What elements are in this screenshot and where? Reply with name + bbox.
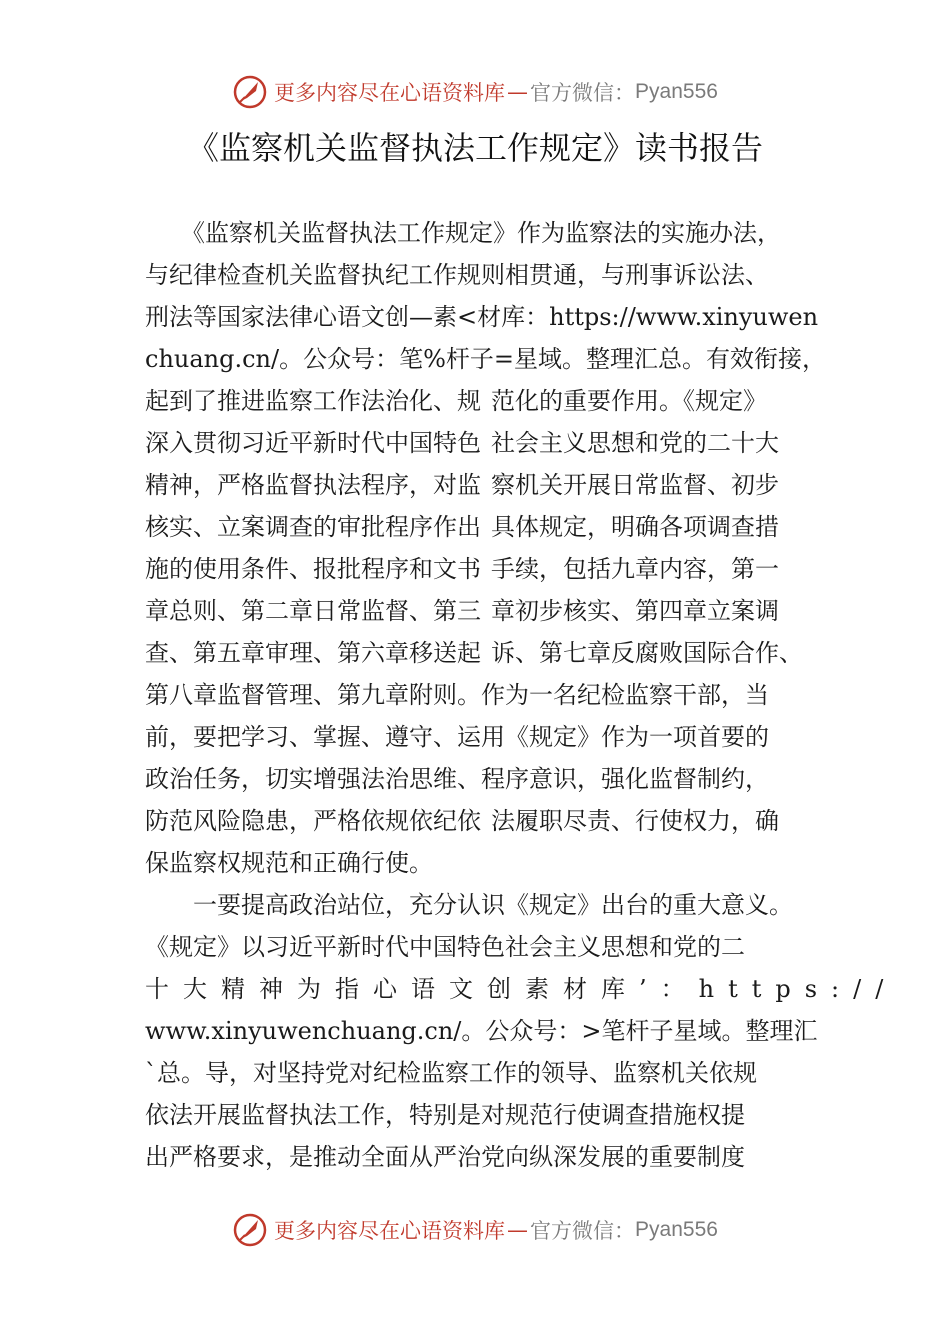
banner-separator: — xyxy=(507,1218,529,1242)
document-title: 《监察机关监督执法工作规定》读书报告 xyxy=(186,129,763,167)
quill-logo-icon xyxy=(232,74,268,110)
text-line xyxy=(145,632,835,674)
text-line: 出严格要求，是推动全面从严治党向纵深发展的重要制度 xyxy=(145,1143,745,1171)
text-line: 保监察权规范和正确行使。 xyxy=(145,849,433,877)
text-line: `总。导，对坚持党对纪检监察工作的领导、监察机关依规 xyxy=(145,1059,757,1087)
text-line: 前，要把学习、掌握、遵守、运用《规定》作为一项首要的 xyxy=(145,723,769,751)
text-line xyxy=(145,800,835,842)
text-line-left: 深入贯彻习近平新时代中国特色 xyxy=(145,429,481,457)
text-line: 《监察机关监督执法工作规定》作为监察法的实施办法， xyxy=(145,219,781,247)
text-line-left: 起到了推进监察工作法治化、规 xyxy=(145,387,481,415)
footer-banner xyxy=(0,1208,950,1252)
banner-wechat-label: 官方微信： xyxy=(530,81,636,105)
text-line-right: 具体规定，明确各项调查措 xyxy=(491,513,779,541)
text-line-right: 范化的重要作用。《规定》 xyxy=(491,387,767,415)
text-line xyxy=(145,422,835,464)
text-line-left: 查、第五章审理、第六章移送起 xyxy=(145,639,481,667)
text-line xyxy=(145,506,835,548)
text-line: 第八章监督管理、第九章附则。作为一名纪检监察干部，当 xyxy=(145,681,769,709)
text-line: 依法开展监督执法工作，特别是对规范行使调查措施权提 xyxy=(145,1101,745,1129)
text-line-left: 施的使用条件、报批程序和文书 xyxy=(145,555,481,583)
text-line: 与纪律检查机关监督执纪工作规则相贯通，与刑事诉讼法、 xyxy=(145,261,769,289)
text-line-right: 法履职尽责、行使权力，确 xyxy=(491,807,779,835)
banner-promo-text: 更多内容尽在心语资料库 xyxy=(274,1219,506,1243)
text-line-right: 章初步核实、第四章立案调 xyxy=(491,597,779,625)
banner-wechat-id: Pyan556 xyxy=(635,80,718,103)
text-line: www.xinyuwenchuang.cn/。公众号：>笔杆子星域。整理汇 xyxy=(145,1017,818,1045)
text-line-right: 诉、第七章反腐败国际合作、 xyxy=(491,639,803,667)
banner-promo-text: 更多内容尽在心语资料库 xyxy=(274,81,506,105)
text-line xyxy=(145,590,835,632)
text-line-left: 精神，严格监督执法程序，对监 xyxy=(145,471,481,499)
quill-logo-icon xyxy=(232,1212,268,1248)
text-line-right: 社会主义思想和党的二十大 xyxy=(491,429,779,457)
text-line xyxy=(145,380,835,422)
banner-wechat-id: Pyan556 xyxy=(635,1218,718,1241)
text-line: 刑法等国家法律心语文创—素<材库：https://www.xinyuwen xyxy=(145,303,819,331)
text-line: 一要提高政治站位，充分认识《规定》出台的重大意义。 xyxy=(145,891,793,919)
banner-separator: — xyxy=(507,80,529,104)
document-body xyxy=(145,212,898,1178)
text-line-right: 察机关开展日常监督、初步 xyxy=(491,471,779,499)
text-line: 政治任务，切实增强法治思维、程序意识，强化监督制约， xyxy=(145,765,769,793)
text-line xyxy=(145,548,835,590)
text-line-left: 核实、立案调查的审批程序作出 xyxy=(145,513,481,541)
text-line: chuang.cn/。公众号：笔%杆子=星域。整理汇总。有效衔接， xyxy=(145,345,827,373)
text-line-right: 手续，包括九章内容，第一 xyxy=(491,555,779,583)
text-line xyxy=(145,464,835,506)
text-line-left: 章总则、第二章日常监督、第三 xyxy=(145,597,481,625)
text-line: 《规定》以习近平新时代中国特色社会主义思想和党的二 xyxy=(145,933,745,961)
text-line: 十大精神为指心语文创素材库’：https:// xyxy=(145,975,898,1003)
banner-wechat-label: 官方微信： xyxy=(530,1219,636,1243)
text-line-left: 防范风险隐患，严格依规依纪依 xyxy=(145,807,481,835)
header-banner xyxy=(0,70,950,114)
